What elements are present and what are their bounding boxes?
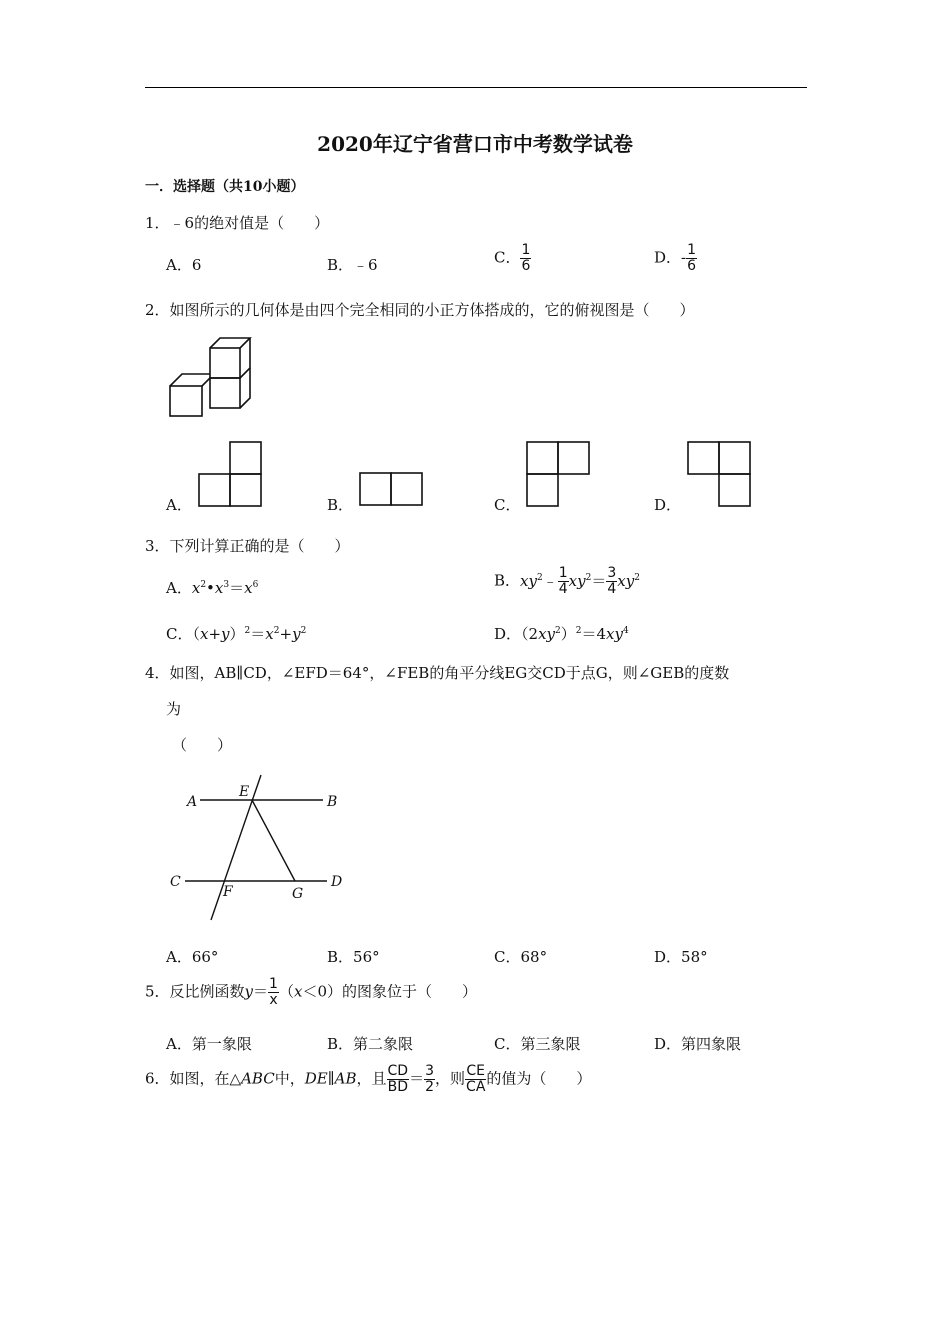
q3-option-d-label: D． — [494, 625, 522, 643]
q3-option-c-label: C． — [166, 625, 193, 643]
q5-stem-prefix: 5．反比例函数 — [145, 982, 245, 1001]
cube-face — [210, 378, 240, 408]
point-label-f: F — [223, 884, 233, 900]
q6-fraction-ce-ca — [465, 1064, 486, 1095]
q6-fraction-cd-bd — [387, 1064, 410, 1095]
fraction-denominator: CA — [466, 1079, 486, 1095]
q4-figure — [165, 770, 355, 925]
q1-option-d-fraction — [686, 243, 697, 274]
line-ef — [211, 775, 261, 920]
page-title: 2020年辽宁省营口市中考数学试卷 — [317, 132, 633, 156]
q3-option-b-label: B． — [494, 571, 521, 590]
q5-stem-suffix: ＜0）的图象位于（ ） — [302, 982, 477, 1001]
q1-option-c — [494, 243, 531, 274]
q2-option-d-figure — [687, 440, 753, 508]
point-label-e: E — [239, 784, 250, 800]
q3-option-a-expression: $x^2•x^3=x^6$ — [191, 579, 259, 597]
fraction-numerator: 3 — [425, 1063, 435, 1079]
q1-stem: 1．﹣6的绝对值是（ ） — [145, 214, 330, 232]
q4-option-d: D．58° — [654, 948, 708, 966]
q2-option-b-label: B． — [327, 496, 354, 514]
q3-option-d-expression: $(2xy^2)^2=4xy^4$ — [521, 625, 629, 643]
q6-fraction-3-2 — [424, 1064, 435, 1095]
q3-option-a — [166, 577, 258, 598]
q6-text: 中， — [274, 1069, 305, 1088]
fraction-numerator: CD — [387, 1063, 409, 1079]
q3-option-b-expression: $xy^2﹣$ $\frac{1}{4}$ $xy^2=$ $\frac{3}{4}$ $xy^2$ — [520, 565, 640, 597]
fraction-numerator: 1 — [558, 565, 568, 581]
variable-y: y — [244, 982, 254, 1001]
q5-option-a: A．第一象限 — [166, 1035, 252, 1053]
fraction-denominator: x — [269, 992, 278, 1008]
point-label-c: C — [170, 874, 181, 890]
q2-option-c-figure — [526, 440, 592, 508]
section-heading: 一．选择题（共10小题） — [145, 179, 305, 195]
q5-stem — [145, 977, 477, 1008]
q1-option-c-fraction — [520, 243, 531, 274]
cube-face — [210, 348, 240, 378]
fraction-denominator: 4 — [558, 581, 568, 597]
fraction-numerator: 1 — [269, 976, 278, 992]
q2-stem: 2．如图所示的几何体是由四个完全相同的小正方体搭成的，它的俯视图是（ ） — [145, 301, 695, 319]
fraction-denominator: 6 — [521, 258, 531, 274]
q2-option-d-label: D． — [654, 496, 682, 514]
line-eg — [252, 800, 295, 881]
q1-option-b: B．﹣6 — [327, 256, 378, 274]
minus-sign: - — [681, 248, 687, 267]
variable-x: x — [293, 982, 303, 1001]
q4-stem-line3: （ ） — [172, 736, 233, 754]
segment-ab: AB — [334, 1069, 357, 1088]
q2-option-c-label: C． — [494, 496, 521, 514]
fraction-numerator: 1 — [521, 242, 531, 258]
q4-stem-line1: 4．如图，AB∥CD，∠EFD＝64°，∠FEB的角平分线EG交CD于点G，则∠GEB的度数 — [145, 664, 730, 682]
q5-fraction — [268, 977, 279, 1008]
cube-edges — [170, 374, 210, 386]
fraction-denominator: 6 — [687, 258, 697, 274]
q5-option-b: B．第二象限 — [327, 1035, 414, 1053]
q1-option-d — [654, 243, 697, 274]
fraction-denominator: BD — [387, 1079, 408, 1095]
q2-option-b-figure — [359, 472, 425, 508]
q6-text: ，则 — [435, 1069, 466, 1088]
open-paren: （ — [278, 982, 294, 1001]
q6-stem — [145, 1064, 591, 1095]
fraction-denominator: 2 — [425, 1079, 435, 1095]
fraction — [606, 566, 617, 597]
fraction — [558, 566, 569, 597]
parallel-sign: ∥ — [327, 1069, 335, 1088]
fraction-denominator: 4 — [607, 581, 617, 597]
q3-option-a-label: A． — [166, 579, 192, 597]
cube-face — [170, 386, 202, 416]
point-label-b: B — [327, 794, 338, 810]
q4-stem-line2: 为 — [166, 700, 182, 718]
q3-option-b — [494, 566, 640, 597]
q2-option-a-label: A． — [166, 496, 192, 514]
fraction-numerator: 1 — [687, 242, 697, 258]
equals-sign: ＝ — [253, 982, 269, 1001]
q2-option-a-figure — [198, 440, 264, 508]
fraction-numerator: 3 — [607, 565, 617, 581]
point-label-d: D — [331, 874, 343, 890]
q3-stem: 3．下列计算正确的是（ ） — [145, 537, 350, 555]
top-rule — [145, 87, 807, 88]
fraction-numerator: CE — [466, 1063, 486, 1079]
segment-de: DE — [304, 1069, 328, 1088]
q1-option-d-label: D． — [654, 248, 682, 267]
q4-option-b: B．56° — [327, 948, 380, 966]
cube-edges — [210, 338, 250, 378]
q3-option-c-expression: $(x+y)^2=x^2+y^2$ — [192, 625, 307, 643]
q6-text: ，且 — [356, 1069, 387, 1088]
q3-option-d — [494, 623, 629, 644]
q6-stem-suffix: 的值为（ ） — [486, 1069, 592, 1088]
q3-option-c — [166, 623, 306, 644]
q4-option-a: A．66° — [166, 948, 219, 966]
q2-cube-figure — [160, 330, 260, 420]
q5-option-c: C．第三象限 — [494, 1035, 581, 1053]
q1-option-c-label: C． — [494, 248, 521, 267]
q5-option-d: D．第四象限 — [654, 1035, 742, 1053]
equals-sign: ＝ — [409, 1069, 425, 1088]
point-label-g: G — [292, 886, 304, 902]
q6-stem-prefix: 6．如图，在△ — [145, 1069, 242, 1088]
q1-option-a: A．6 — [166, 256, 202, 274]
triangle-abc: ABC — [241, 1069, 275, 1088]
point-label-a: A — [187, 794, 198, 810]
q4-option-c: C．68° — [494, 948, 548, 966]
